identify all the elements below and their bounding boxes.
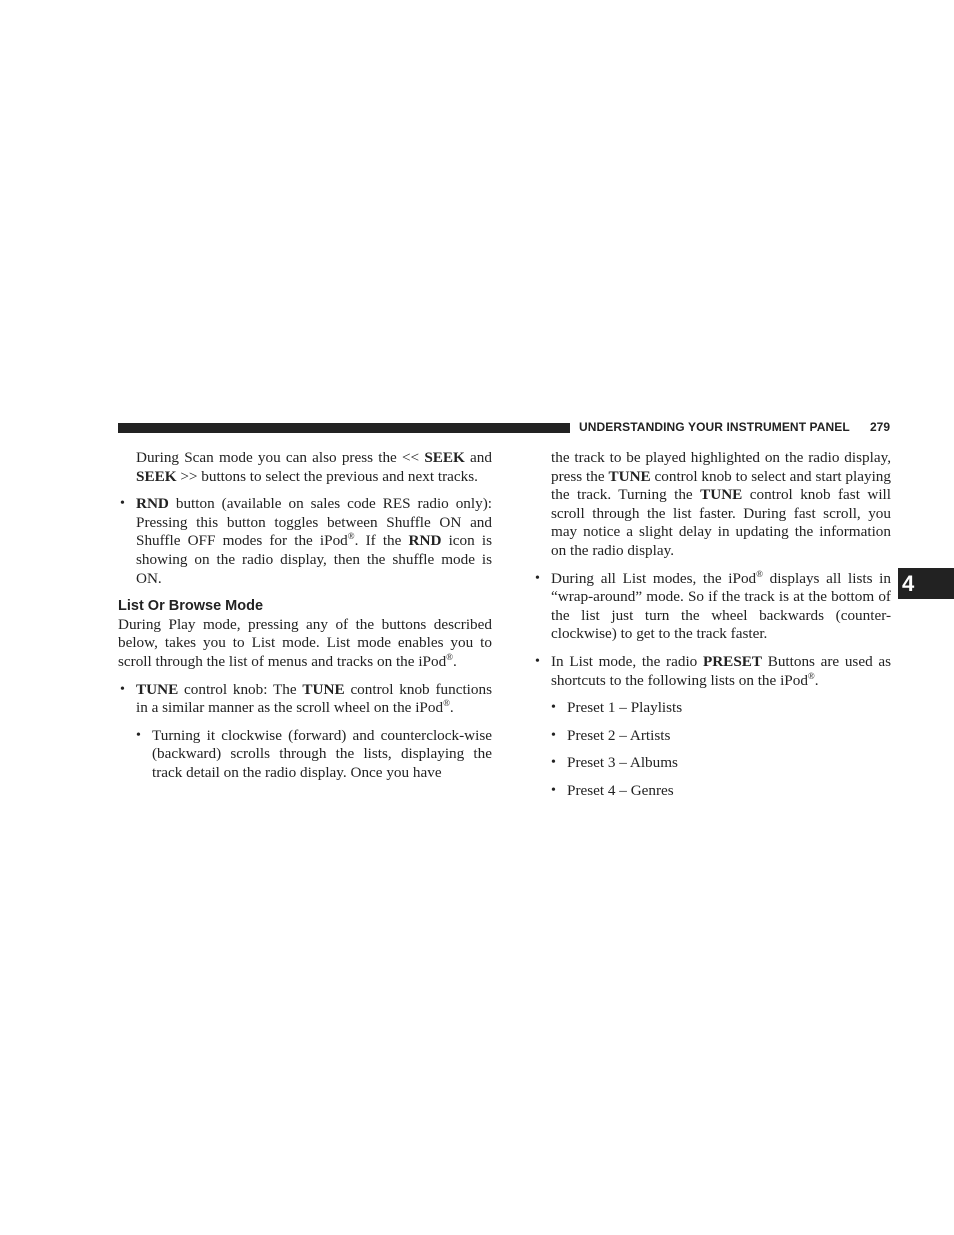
text: During Play mode, pressing any of the buttons described below, takes you to List mode. List mode enables you to scroll through the list of menus and tracks on the iPod (118, 615, 492, 670)
header-rule (118, 423, 570, 433)
scan-mode-paragraph (136, 449, 492, 486)
wrap-around-bullet-text (551, 570, 891, 644)
bullet-glyph: • (551, 782, 556, 798)
preset-term: PRESET (702, 652, 763, 670)
text: >> buttons to select the previous and next tracks. (176, 467, 478, 485)
seek-term: SEEK (424, 449, 465, 466)
list-mode-paragraph (118, 616, 492, 672)
text: Buttons are used as shortcuts to the following lists on the iPod (551, 652, 892, 689)
registered-mark: ® (756, 568, 763, 579)
rnd-bullet (120, 495, 492, 588)
running-header-title: UNDERSTANDING YOUR INSTRUMENT PANEL (579, 420, 850, 434)
turning-subbullet-text: Turning it clockwise (forward) and counterclock-wise (backward) scrolls through the lists, displaying the track detail on the radio display. Once you have (152, 726, 492, 781)
rnd-bullet-text (136, 495, 492, 588)
preset-bullet (535, 652, 892, 690)
bullet-glyph: • (120, 681, 125, 697)
text: and (464, 449, 492, 466)
preset-list-item (551, 726, 891, 746)
wrap-around-bullet (535, 568, 891, 644)
preset-bullet-text (551, 653, 891, 690)
registered-mark: ® (807, 670, 815, 681)
text: During all List modes, the iPod (551, 569, 757, 587)
continued-paragraph (551, 449, 891, 561)
tune-term: TUNE (700, 486, 743, 504)
registered-mark: ® (446, 651, 454, 662)
tune-bullet (120, 680, 492, 718)
text: icon is showing on the radio display, then the shuffle mode is ON. (136, 532, 492, 587)
preset-list-item (551, 699, 891, 718)
seek-term: SEEK (136, 467, 177, 485)
preset-label: Preset 2 – Artists (567, 726, 671, 744)
section-heading: List Or Browse Mode (118, 598, 264, 615)
preset-label: Preset 3 – Albums (567, 754, 678, 772)
text: . If the (354, 532, 409, 550)
bullet-glyph: • (535, 570, 540, 586)
text: During Scan mode you can also press the << (136, 449, 425, 466)
text: . (814, 671, 819, 689)
turning-subbullet (136, 726, 492, 783)
tune-bullet-text (136, 681, 492, 718)
preset-label: Preset 1 – Playlists (567, 699, 683, 717)
chapter-tab: 4 (898, 568, 954, 599)
tune-term: TUNE (302, 680, 345, 698)
text: the track to be played highlighted on the radio display, press the (551, 449, 891, 485)
preset-list-item (551, 754, 891, 773)
text: control knob fast will scroll through the list faster. During fast scroll, you may notice a slight delay in updating the information on the radio display. (551, 486, 891, 559)
preset-list-item (551, 781, 891, 801)
text: . (453, 652, 457, 670)
bullet-glyph: • (120, 496, 125, 512)
tune-term: TUNE (608, 467, 651, 485)
page-number: 279 (870, 420, 891, 434)
bullet-glyph: • (551, 727, 556, 743)
bullet-glyph: • (136, 727, 141, 743)
registered-mark: ® (347, 531, 355, 542)
registered-mark: ® (443, 698, 450, 709)
left-column (118, 449, 492, 792)
right-column (533, 449, 891, 810)
text: control knob functions in a similar manner as the scroll wheel on the iPod (136, 680, 492, 717)
text: In List mode, the radio (551, 652, 703, 670)
bullet-glyph: • (551, 755, 556, 771)
bullet-glyph: • (551, 700, 556, 716)
text: . (449, 699, 454, 717)
text: button (available on sales code RES radio only): Pressing this button toggles between Shuffle ON and Shuffle OFF modes for the iPod (136, 495, 492, 550)
text: control knob to select and start playing the track. Turning the (551, 467, 891, 504)
bullet-glyph: • (535, 653, 540, 669)
preset-label: Preset 4 – Genres (567, 781, 674, 799)
rnd-term: RND (136, 495, 169, 513)
text: control knob: The (178, 680, 303, 698)
rnd-term: RND (408, 532, 442, 550)
tune-term: TUNE (136, 680, 179, 698)
text: displays all lists in “wrap-around” mode. So if the track is at the bottom of the list just turn the wheel backwards (counter-clockwise) to get to the track faster. (551, 569, 891, 643)
